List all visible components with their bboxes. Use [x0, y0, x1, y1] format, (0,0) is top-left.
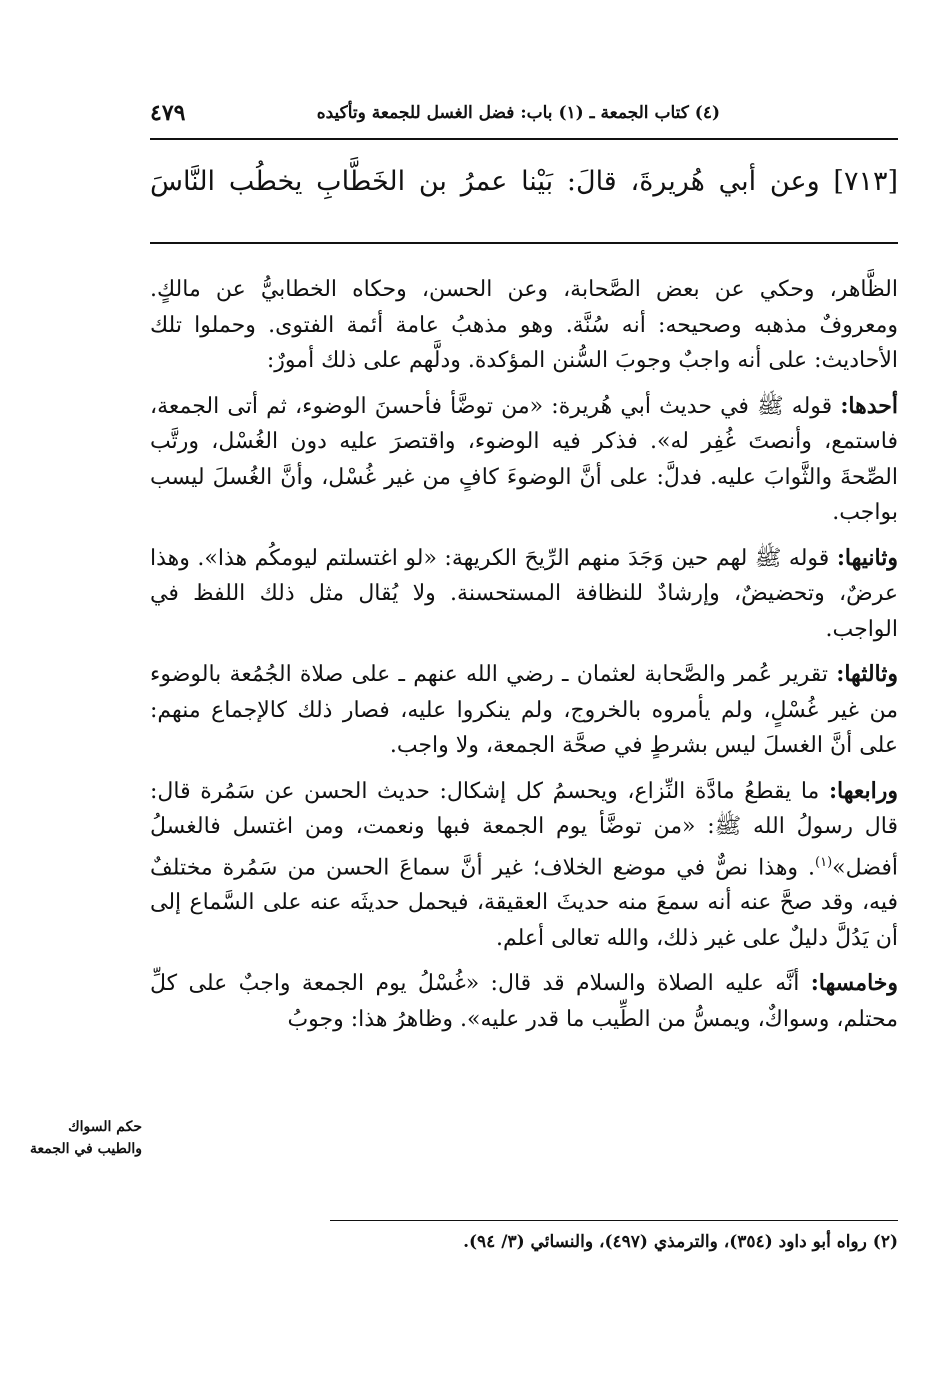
paragraph-text-tail: . وهذا نصٌّ في موضع الخلاف؛ غير أنَّ سماعَ الحسن من سَمُرة مختلفٌ فيه، وقد صحَّ عنه أنه سمعَ منه حديثَ العقيقة، فيحمل حديثَه عنه على السَّماع إلى أن يَدُلَّ دليلٌ على غير ذلك، والله تعالى أعلم.	[150, 854, 898, 951]
commentary-body	[150, 272, 898, 1047]
paragraph-lead: وخامسها:	[810, 970, 898, 997]
paragraph-lead: ورابعها:	[828, 777, 898, 804]
paragraph	[150, 966, 898, 1037]
margin-note: حكم السواك والطيب في الجمعة	[29, 1119, 142, 1157]
hadith-rule	[150, 242, 898, 244]
paragraph	[150, 774, 898, 957]
paragraph-text: ما يقطعُ مادَّة النِّزاع، ويحسمُ كل إشكال: حديث الحسن عن سَمُرة قال: قال رسولُ الله ﷺ: «من توضَّأ يوم الجمعة فبها ونعمت، ومن اغتسل فالغسلُ أفضل»	[150, 778, 898, 880]
paragraph	[150, 541, 898, 648]
paragraph	[150, 389, 898, 531]
paragraph-text: قوله ﷺ في حديث أبي هُريرة: «من توضَّأ فأحسنَ الوضوء، ثم أتى الجمعة، فاستمع، وأنصتَ غُفِر له». فذكر فيه الوضوء، واقتصرَ عليه دون الغُسْل، ورتَّب الصِّحةَ والثَّوابَ عليه. فدلَّ: على أنَّ الوضوءَ كافٍ من غير غُسْل، وأنَّ الغُسلَ ليسب بواجب.	[150, 393, 898, 525]
running-title: (٤) كتاب الجمعة ـ (١) باب: فضل الغسل للجمعة وتأكيده	[316, 103, 720, 123]
page-header	[150, 96, 720, 130]
paragraph-text: أنَّه عليه الصلاة والسلام قد قال: «غُسْلُ يوم الجمعة واجبٌ على كلِّ محتلم، وسواكٌ، ويمسُّ من الطِّيب ما قدر عليه». وظاهرُ هذا: وجوبُ	[150, 971, 898, 1032]
hadith-line	[150, 160, 898, 204]
paragraph	[150, 657, 898, 764]
paragraph	[150, 272, 898, 379]
page-number: ٤٧٩	[150, 100, 186, 126]
paragraph-text: قوله ﷺ لهم حين وَجَدَ منهم الرِّيحَ الكريهة: «لو اغتسلتم ليومكُم هذا». وهذا عرضٌ، وتحضيضٌ، وإرشادٌ للنظافة المستحسنة. ولا يُقال مثل ذلك اللفظ في الواجب.	[150, 545, 898, 642]
hadith-text: وعن أبي هُريرةَ، قالَ: بَيْنا عمرُ بن الخَطَّابِ يخطُب النَّاسَ	[150, 166, 820, 197]
paragraph-lead: وثالثها:	[836, 661, 898, 687]
paragraph-lead: وثانيها:	[836, 544, 898, 571]
paragraph-text: تقرير عُمر والصَّحابة لعثمان ـ رضي الله عنهم ـ على صلاة الجُمُعة بالوضوء من غير غُسْلٍ، ولم يأمروه بالخروج، ولم ينكروا عليه، فصار ذلك كالإجماع منهم: على أنَّ الغسلَ ليس بشرطٍ في صحَّة الجمعة، ولا واجب.	[150, 662, 898, 758]
footnote: (٢) رواه أبو داود (٣٥٤)، والترمذي (٤٩٧)، والنسائي (٣/ ٩٤).	[463, 1232, 898, 1252]
footnote-ref: (١)	[815, 854, 833, 870]
paragraph-text: الظَّاهر، وحكي عن بعض الصَّحابة، وعن الحسن، وحكاه الخطابيُّ عن مالكٍ. ومعروفٌ مذهبه وصحيحه: أنه سُنَّة. وهو مذهبُ عامة أئمة الفتوى. وحملوا تلك الأحاديث: على أنه واجبٌ وجوبَ السُّنن المؤكدة. ودلَّهم على ذلك أمورٌ:	[150, 277, 898, 373]
paragraph-lead: أحدها:	[840, 392, 898, 419]
hadith-number: [٧١٣]	[833, 166, 898, 197]
header-rule	[150, 138, 898, 140]
footnote-rule	[330, 1220, 898, 1221]
